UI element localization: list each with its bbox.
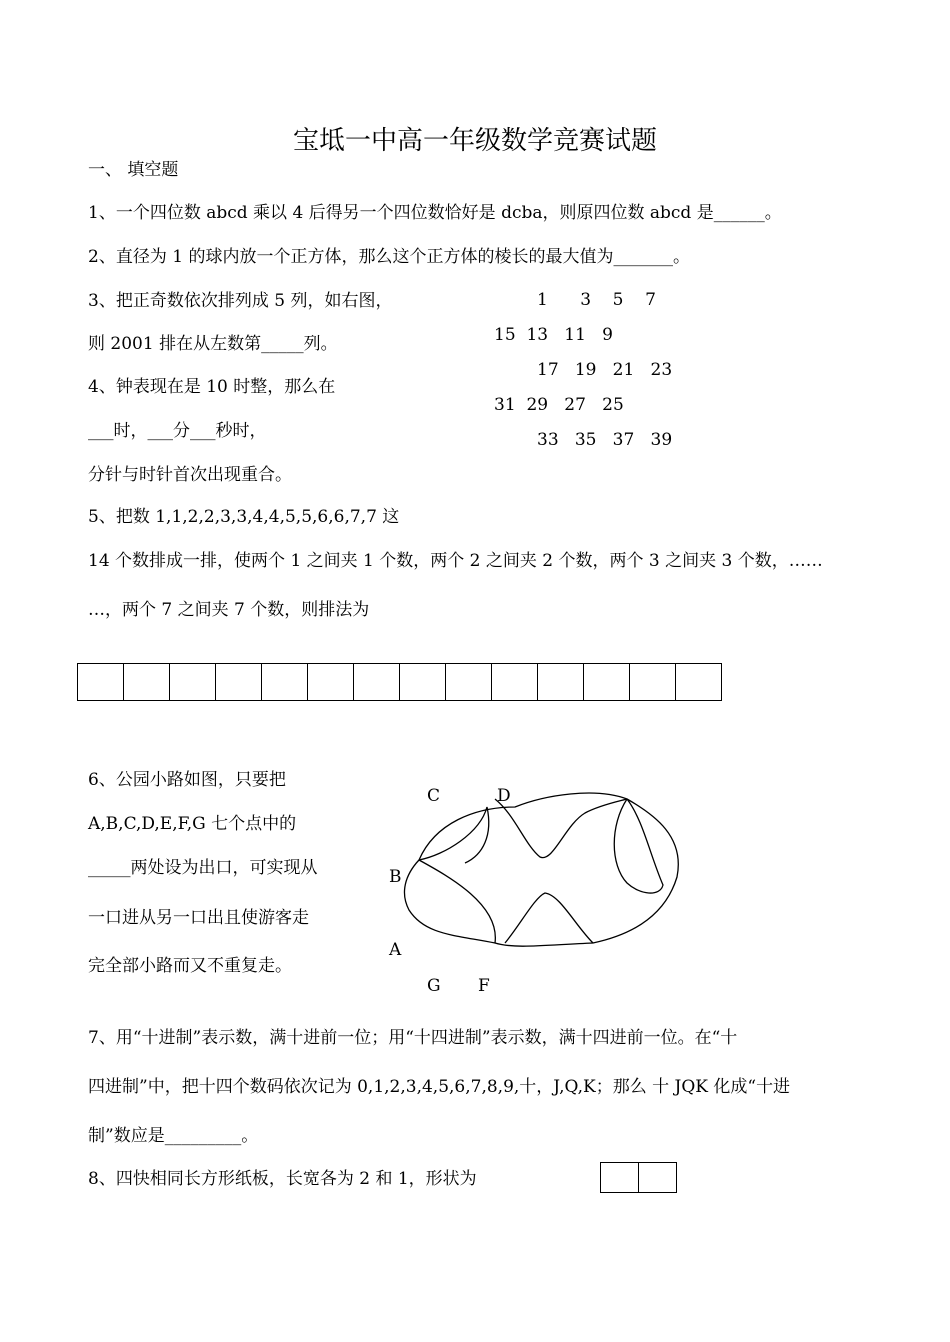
question-7-line-2: 四进制”中，把十四个数码依次记为 0,1,2,3,4,5,6,7,8,9,十，J,Q,K；那么 十 JQK 化成“十进	[88, 1077, 791, 1097]
point-c-label: C	[427, 786, 441, 806]
answer-box	[584, 663, 630, 701]
odd-table-row-2: 15 13 11 9	[494, 325, 613, 345]
point-b-label: B	[389, 867, 402, 887]
answer-box	[78, 663, 124, 701]
point-g-label: G	[427, 976, 441, 996]
odd-table-row-1: 1 3 5 7	[537, 290, 656, 310]
answer-box	[216, 663, 262, 701]
park-path-diagram	[395, 785, 695, 965]
question-6-line-3: _____两处设为出口，可实现从	[88, 858, 318, 878]
question-3-line-2: 则 2001 排在从左数第_____列。	[88, 334, 338, 354]
answer-box	[538, 663, 584, 701]
odd-table-row-4: 31 29 27 25	[494, 395, 624, 415]
odd-table-row-5: 33 35 37 39	[537, 430, 673, 450]
question-7-line-1: 7、用“十进制”表示数，满十进前一位；用“十四进制”表示数，满十四进前一位。在“十	[88, 1028, 738, 1048]
question-4-line-1: 4、钟表现在是 10 时整，那么在	[88, 377, 336, 397]
answer-box	[170, 663, 216, 701]
path-b-g	[419, 860, 495, 943]
question-6-line-2: A,B,C,D,E,F,G 七个点中的	[88, 814, 297, 834]
rectangle-cell	[601, 1162, 639, 1193]
path-right-lobe	[614, 799, 663, 893]
answer-box	[354, 663, 400, 701]
question-4-line-3: 分针与时针首次出现重合。	[88, 465, 292, 485]
answer-box	[630, 663, 676, 701]
answer-box	[446, 663, 492, 701]
answer-box	[262, 663, 308, 701]
question-5-line-2: 14 个数排成一排，使两个 1 之间夹 1 个数，两个 2 之间夹 2 个数，两个 3 之间夹 3 个数，……	[88, 551, 823, 571]
question-1: 1、一个四位数 abcd 乘以 4 后得另一个四位数恰好是 dcba，则原四位数 abcd 是______。	[88, 203, 782, 223]
answer-box	[124, 663, 170, 701]
answer-box	[676, 663, 722, 701]
point-a-label: A	[389, 940, 402, 960]
question-5-line-3: …，两个 7 之间夹 7 个数，则排法为	[88, 600, 370, 620]
question-6-line-5: 完全部小路而又不重复走。	[88, 956, 292, 976]
path-f-bump	[505, 893, 593, 943]
odd-table-row-3: 17 19 21 23	[537, 360, 673, 380]
point-f-label: F	[478, 976, 490, 996]
answer-box	[400, 663, 446, 701]
question-6-line-4: 一口进从另一口出且使游客走	[88, 908, 309, 928]
rectangle-shape-figure	[600, 1162, 677, 1193]
answer-box	[492, 663, 538, 701]
question-8: 8、四快相同长方形纸板，长宽各为 2 和 1，形状为	[88, 1169, 477, 1189]
question-3-line-1: 3、把正奇数依次排列成 5 列，如右图，	[88, 291, 393, 311]
section-heading: 一、 填空题	[88, 160, 179, 180]
path-b-c	[419, 807, 489, 863]
question-7-line-3: 制”数应是_________。	[88, 1126, 259, 1146]
question-4-line-2: ___时，___分___秒时，	[88, 421, 267, 441]
answer-box-row	[77, 663, 722, 701]
path-d-e	[495, 799, 627, 858]
point-d-label: D	[497, 786, 511, 806]
question-6-line-1: 6、公园小路如图，只要把	[88, 770, 286, 790]
rectangle-cell	[639, 1162, 677, 1193]
question-2: 2、直径为 1 的球内放一个正方体，那么这个正方体的棱长的最大值为_______。	[88, 247, 690, 267]
question-5-line-1: 5、把数 1,1,2,2,3,3,4,4,5,5,6,6,7,7 这	[88, 507, 400, 527]
answer-box	[308, 663, 354, 701]
page-title: 宝坻一中高一年级数学竞赛试题	[292, 126, 657, 156]
